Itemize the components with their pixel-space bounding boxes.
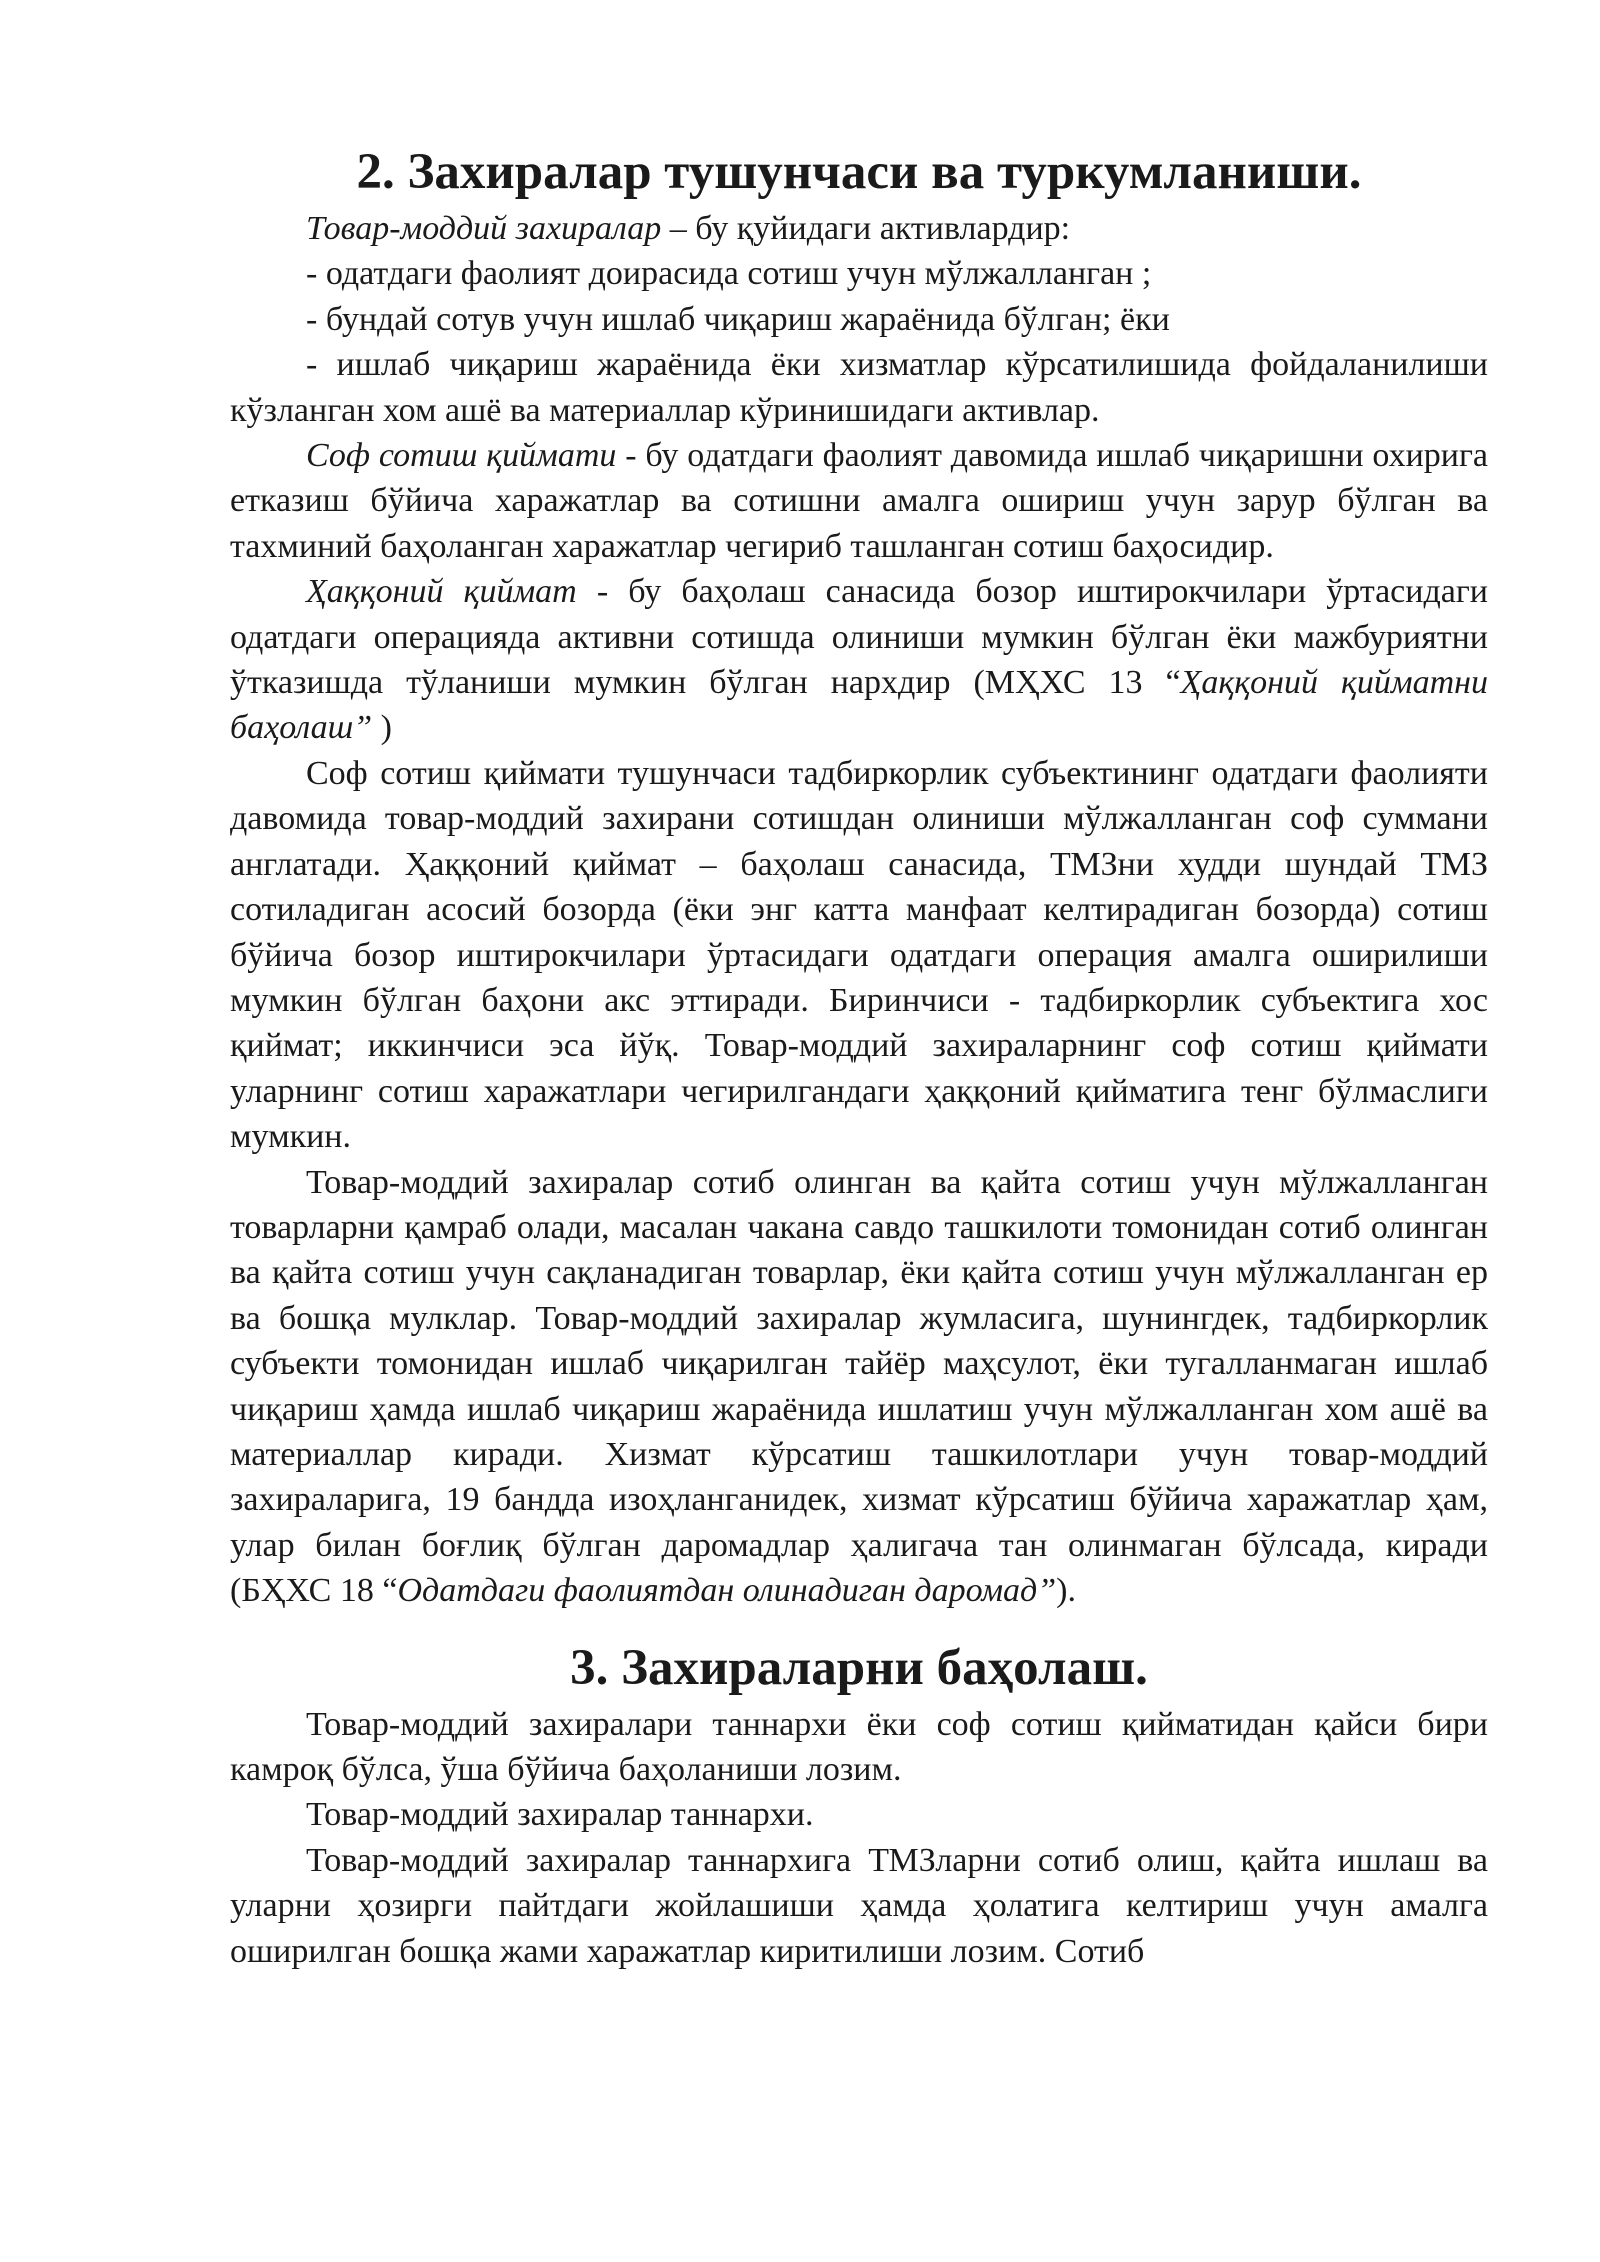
inventory-term: Товар-моддий захиралар: [306, 210, 662, 247]
fair-value-term: Ҳаққоний қиймат: [306, 573, 577, 611]
fair-value-text: - бу баҳолаш санасида бозор иштирокчилари ўртасидаги одатдаги операцияда активни сотишда олиниши мумкин бўлган ёки мажбуриятни ўтказишда тўланиши мумкин бўлган нархдир (МҲХС 13 “: [230, 573, 1488, 702]
paragraph-net-vs-fair: Соф сотиш қиймати тушунчаси тадбиркорлик субъектининг одатдаги фаолияти давомида товар-моддий захирани сотишдан олиниши мўлжалланган соф суммани англатади. Ҳаққоний қиймат – баҳолаш санасида, ТМЗни худди шундай ТМЗ сотиладиган асосий бозорда (ёки энг катта манфаат келтирадиган бозорда) сотиш бўйича бозор иштирокчилари ўртасидаги одатдаги операция амалга оширилиши мумкин бўлган баҳони акс эттиради. Биринчиси - тадбиркорлик субъектига хос қиймат; иккинчиси эса йўқ. Товар-моддий захираларнинг соф сотиш қиймати уларнинг сотиш харажатлари чегирилгандаги ҳаққоний қийматига тенг бўлмаслиги мумкин.: [230, 754, 1488, 1156]
net-realisable-value-paragraph: [230, 433, 1488, 569]
fair-value-end: ): [372, 709, 392, 747]
revenue-standard-ref: Одатдаги фаолиятдан олинадиган даромад”: [397, 1572, 1057, 1610]
list-item-3: - ишлаб чиқариш жараёнида ёки хизматлар кўрсатилишида фойдаланилиши кўзланган хом ашё ва материаллар кўринишидаги активлар.: [230, 346, 1488, 429]
section-2-title: 2. Захиралар тушунчаси ва туркумланиши.: [356, 144, 1362, 200]
inventory-definition-text: – бу қуйидаги активлардир:: [661, 210, 1071, 247]
paragraph-measurement: Товар-моддий захиралари таннархи ёки соф сотиш қийматидан қайси бири камроқ бўлса, ўша бўйича баҳоланиши лозим.: [230, 1705, 1488, 1788]
paragraph-cost-components: Товар-моддий захиралар таннархига ТМЗларни сотиб олиш, қайта ишлаш ва уларни ҳозирги пайтдаги жойлашиши ҳамда ҳолатига келтириш учун амалга оширилган бошқа жами харажатлар киритилиши лозим. Сотиб: [230, 1841, 1488, 1970]
list-item-2: - бундай сотув учун ишлаб чиқариш жараёнида бўлган; ёки: [306, 300, 1170, 338]
inventory-scope-end: ).: [1056, 1572, 1076, 1610]
net-realisable-value-term: Соф сотиш қиймати: [306, 437, 617, 475]
fair-value-paragraph: [230, 569, 1488, 751]
inventory-definition: [230, 206, 1488, 251]
document-page: [230, 144, 1489, 1974]
net-realisable-value-text: - бу одатдаги фаолият давомида ишлаб чиқаришни охирига етказиш бўйича харажатлар ва сотишни амалга ошириш учун зарур бўлган ва тахминий баҳоланган харажатлар чегириб ташланган сотиш баҳосидир.: [230, 437, 1489, 565]
inventory-scope-text: Товар-моддий захиралар сотиб олинган ва қайта сотиш учун мўлжалланган товарларни қамраб олади, масалан чакана савдо ташкилоти томонидан сотиб олинган ва қайта сотиш учун сақланадиган товарлар, ёки қайта сотиш учун мўлжалланган ер ва бошқа мулклар. Товар-моддий захиралар жумласига, шунингдек, тадбиркорлик субъекти томонидан ишлаб чиқарилган тайёр маҳсулот, ёки тугалланмаган ишлаб чиқариш ҳамда ишлаб чиқариш жараёнида ишлатиш учун мўлжалланган хом ашё ва материаллар киради. Хизмат кўрсатиш ташкилотлари учун товар-моддий захираларига, 19 бандда изоҳланганидек, хизмат кўрсатиш бўйича харажатлар ҳам, улар билан боғлиқ бўлган даромадлар ҳалигача тан олинмаган бўлсада, киради (БҲХС 18 “: [230, 1163, 1488, 1610]
fair-value-standard-ref: Ҳаққоний қийматни баҳолаш”: [230, 664, 1488, 747]
section-3-title: 3. Захираларни баҳолаш.: [570, 1639, 1148, 1696]
list-item-1: - одатдаги фаолият доирасида сотиш учун мўлжалланган ;: [306, 255, 1152, 293]
paragraph-inventory-scope: [230, 1160, 1488, 1614]
paragraph-cost-heading: Товар-моддий захиралар таннархи.: [306, 1796, 814, 1834]
